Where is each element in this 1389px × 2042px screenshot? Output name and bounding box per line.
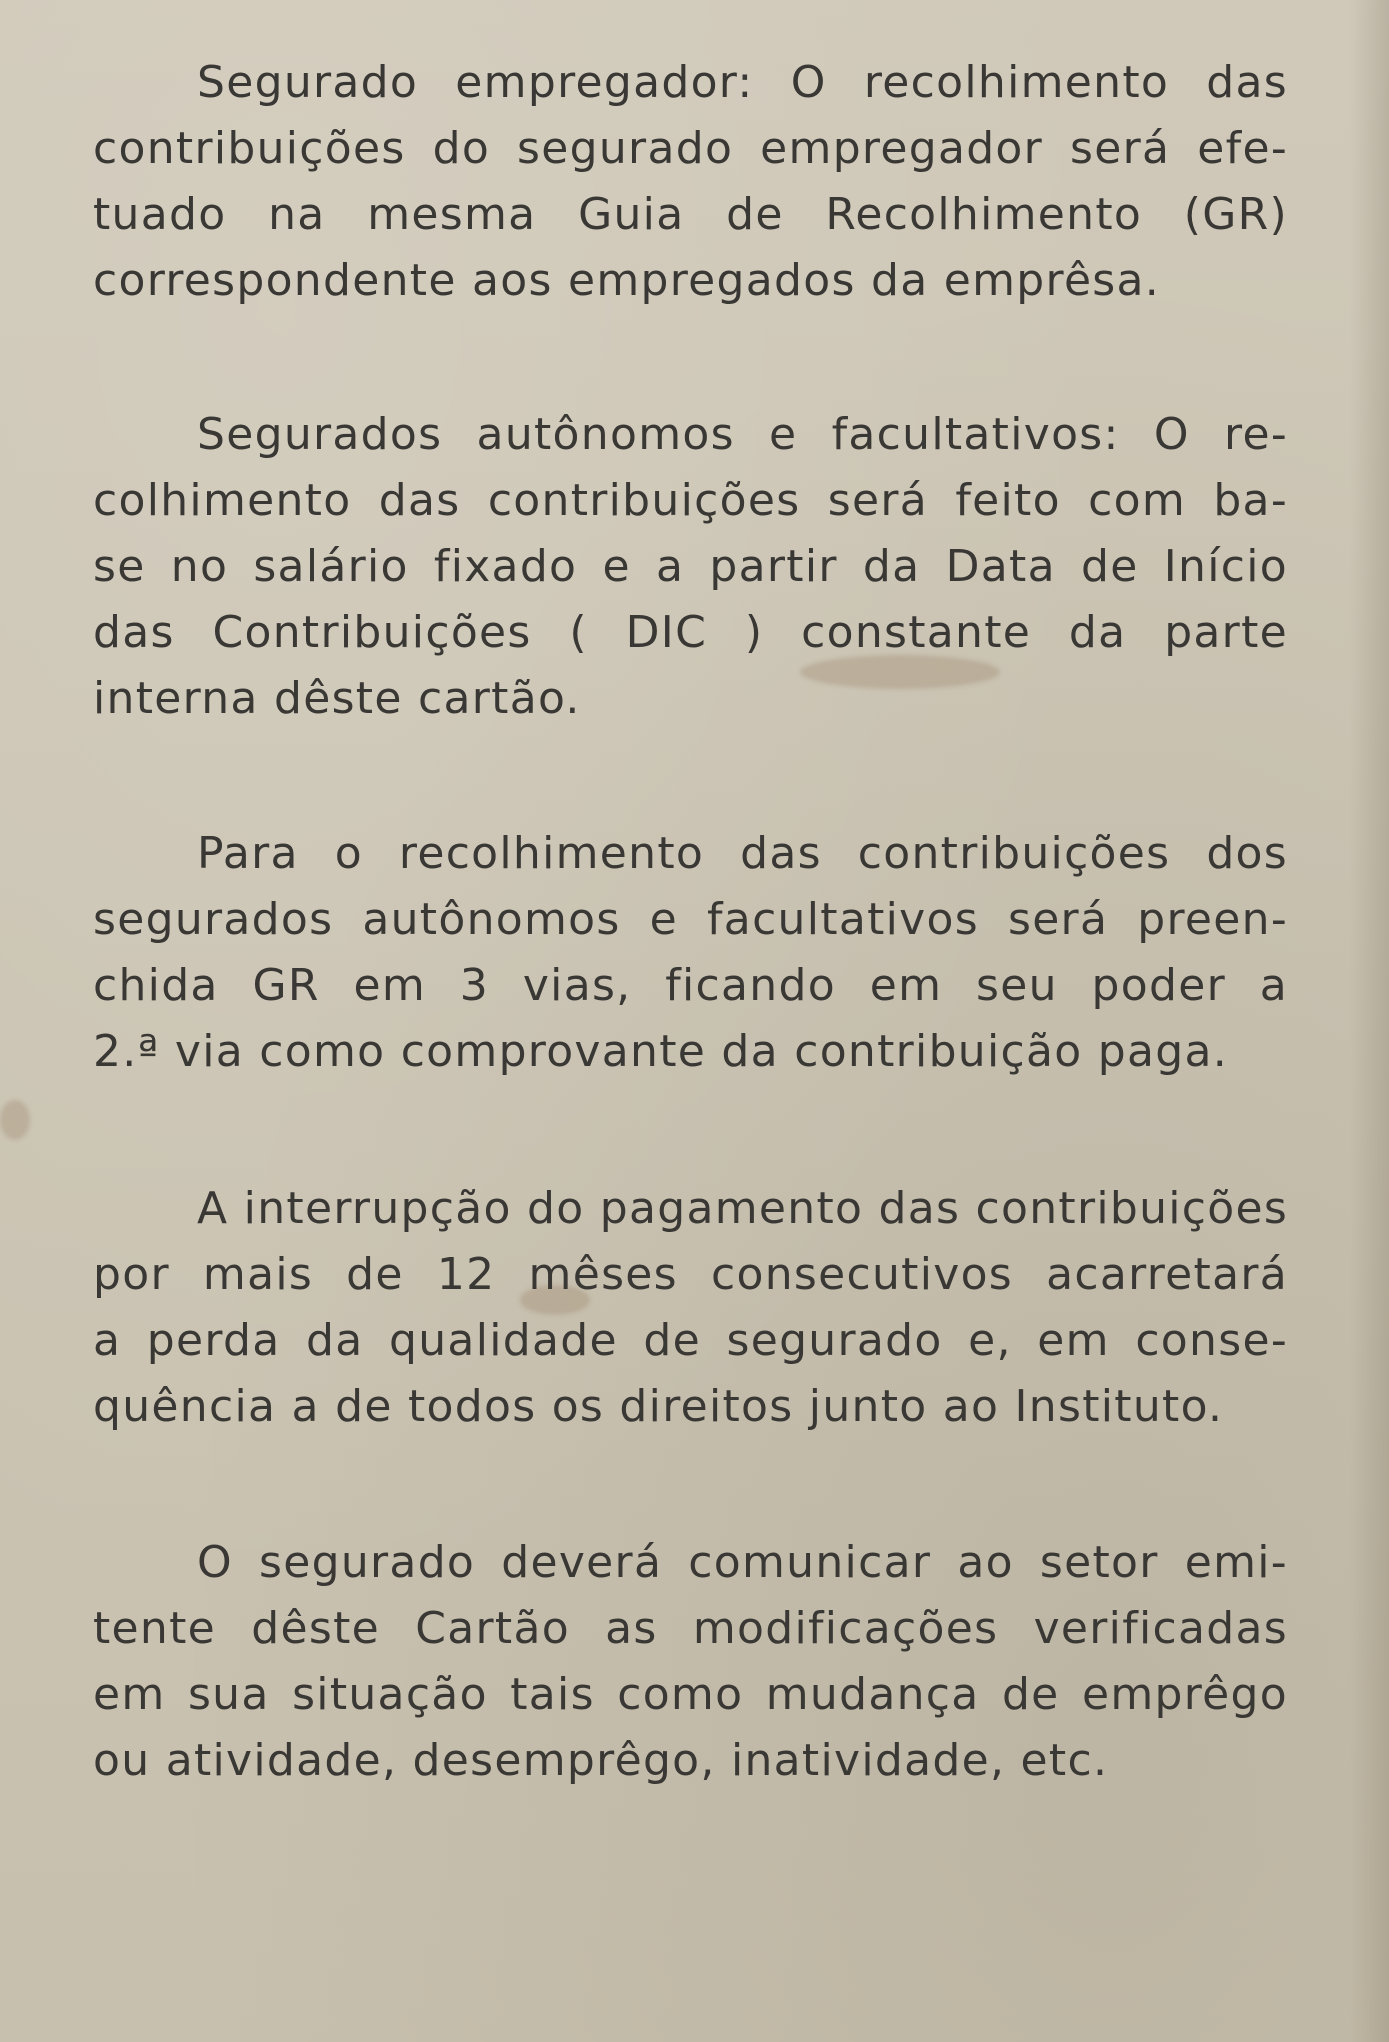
- page-edge-shadow: [1349, 0, 1389, 2042]
- text-line: por mais de 12 mêses consecutivos acarretará: [93, 1249, 1288, 1300]
- text-line: interna dêste cartão.: [93, 673, 581, 724]
- text-line: 2.ª via como comprovante da contribuição paga.: [93, 1026, 1229, 1077]
- text-line: chida GR em 3 vias, ficando em seu poder a: [93, 960, 1288, 1011]
- text-line: colhimento das contribuições será feito com ba-: [93, 475, 1288, 526]
- text-line: quência a de todos os direitos junto ao Instituto.: [93, 1381, 1224, 1432]
- text-line: se no salário fixado e a partir da Data de Início: [93, 541, 1288, 592]
- paragraph-comunicacao: [93, 1530, 1288, 1794]
- text-line: O segurado deverá comunicar ao setor emi-: [197, 1537, 1288, 1588]
- text-line: tente dêste Cartão as modificações verificadas: [93, 1603, 1288, 1654]
- text-line: correspondente aos empregados da emprêsa.: [93, 255, 1161, 306]
- paper-stain: [0, 1100, 30, 1140]
- text-line: em sua situação tais como mudança de emprêgo: [93, 1669, 1288, 1720]
- paragraph-segurado-empregador: [93, 50, 1288, 314]
- text-line: contribuições do segurado empregador será efe-: [93, 123, 1288, 174]
- text-line: Segurados autônomos e facultativos: O re-: [197, 409, 1288, 460]
- text-line: a perda da qualidade de segurado e, em conse-: [93, 1315, 1288, 1366]
- text-line: Segurado empregador: O recolhimento das: [197, 57, 1288, 108]
- paragraph-segurados-autonomos: [93, 402, 1288, 732]
- text-line: Para o recolhimento das contribuições dos: [197, 828, 1288, 879]
- paragraph-recolhimento-gr: [93, 821, 1288, 1085]
- text-line: das Contribuições ( DIC ) constante da parte: [93, 607, 1288, 658]
- text-line: tuado na mesma Guia de Recolhimento (GR): [93, 189, 1288, 240]
- paragraph-interrupcao: [93, 1176, 1288, 1440]
- text-line: segurados autônomos e facultativos será preen-: [93, 894, 1288, 945]
- text-line: ou atividade, desemprêgo, inatividade, etc.: [93, 1735, 1109, 1786]
- text-line: A interrupção do pagamento das contribuições: [197, 1183, 1289, 1234]
